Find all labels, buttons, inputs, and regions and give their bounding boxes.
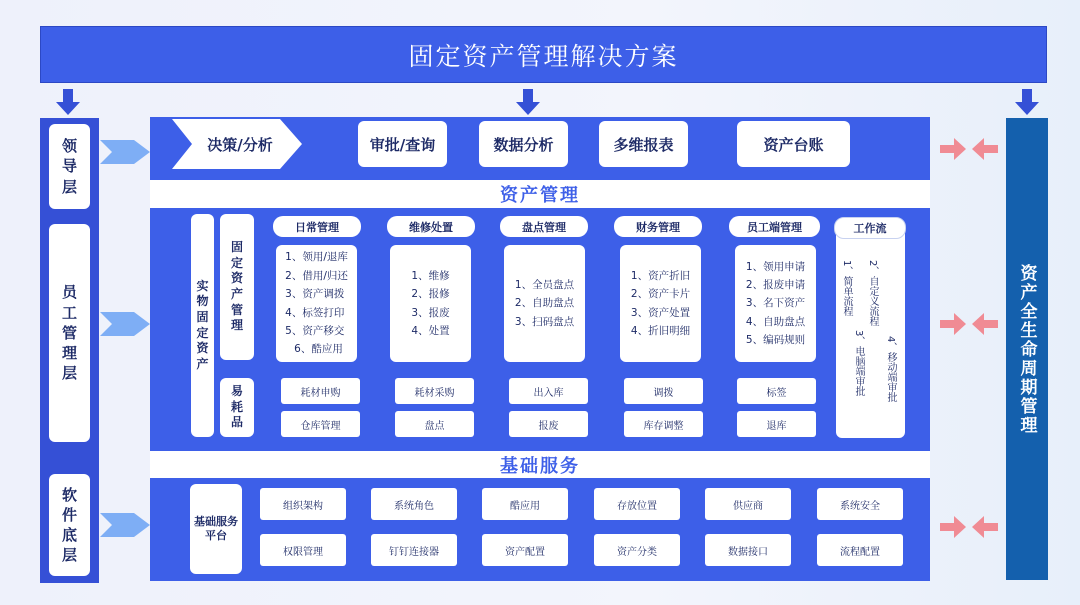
workflow-item: 4、移动端审批 <box>885 336 896 403</box>
vertical-label: 固定资产管理 <box>230 240 243 333</box>
layer-label: 员工管理层 <box>61 283 77 383</box>
card-item: 3、扫码盘点 <box>514 315 575 328</box>
decision-label: 决策/分析 <box>207 135 273 154</box>
workflow-item: 1、简单流程 <box>841 260 852 317</box>
platform-label <box>190 484 242 574</box>
down-arrow-icon <box>56 89 80 115</box>
chevron-right-icon <box>100 140 150 164</box>
card-item: 4、折旧明细 <box>630 324 691 337</box>
reports-button[interactable]: 多维报表 <box>599 121 688 167</box>
layer-label: 领导层 <box>61 137 77 196</box>
service-button[interactable]: 资产配置 <box>482 534 568 566</box>
lifecycle-label: 资产全生命周期管理 <box>1006 118 1048 580</box>
column-header: 盘点管理 <box>500 216 588 237</box>
converge-arrows-icon <box>940 138 998 160</box>
card-item: 1、领用申请 <box>745 260 806 273</box>
service-button[interactable]: 资产分类 <box>594 534 680 566</box>
base-service-title: 基础服务 <box>150 451 930 478</box>
service-button[interactable]: 酷应用 <box>482 488 568 520</box>
card-item: 3、名下资产 <box>745 297 806 310</box>
workflow-header: 工作流 <box>834 217 906 239</box>
layer-label: 软件底层 <box>61 485 77 565</box>
sub-button[interactable]: 盘点 <box>395 411 474 437</box>
card-item: 1、维修 <box>411 269 450 282</box>
consumable-label <box>220 378 254 437</box>
sub-button[interactable]: 出入库 <box>509 378 588 404</box>
column-header: 维修处置 <box>387 216 475 237</box>
card-item: 1、资产折旧 <box>630 269 691 282</box>
card-item: 6、酷应用 <box>294 343 343 356</box>
analysis-button[interactable]: 数据分析 <box>479 121 568 167</box>
service-button[interactable]: 供应商 <box>705 488 791 520</box>
sub-button[interactable]: 库存调整 <box>624 411 703 437</box>
physical-asset-label <box>191 214 214 437</box>
converge-arrows-icon <box>940 516 998 538</box>
sub-button[interactable]: 退库 <box>737 411 816 437</box>
feature-card <box>620 245 701 362</box>
card-item: 2、自助盘点 <box>514 297 575 310</box>
service-button[interactable]: 流程配置 <box>817 534 903 566</box>
service-button[interactable]: 组织架构 <box>260 488 346 520</box>
card-item: 5、编码规则 <box>745 334 806 347</box>
layer-staff <box>49 224 90 442</box>
sub-button[interactable]: 报废 <box>509 411 588 437</box>
card-item: 4、处置 <box>411 324 450 337</box>
down-arrow-icon <box>1015 89 1039 115</box>
feature-card <box>276 245 357 362</box>
feature-card <box>735 245 816 362</box>
workflow-item: 2、自定义流程 <box>867 260 878 327</box>
feature-card <box>390 245 471 362</box>
card-item: 1、领用/退库 <box>285 251 348 264</box>
chevron-right-icon <box>100 513 150 537</box>
card-item: 3、报废 <box>411 306 450 319</box>
card-item: 4、自助盘点 <box>745 315 806 328</box>
card-item: 2、资产卡片 <box>630 288 691 301</box>
service-button[interactable]: 权限管理 <box>260 534 346 566</box>
converge-arrows-icon <box>940 313 998 335</box>
column-header: 财务管理 <box>614 216 702 237</box>
card-item: 5、资产移交 <box>285 324 345 337</box>
platform-text: 基础服务平台 <box>194 514 238 542</box>
column-header: 日常管理 <box>273 216 361 237</box>
sub-button[interactable]: 标签 <box>737 378 816 404</box>
workflow-item: 3、电脑端审批 <box>853 330 864 397</box>
fixed-asset-label <box>220 214 254 360</box>
query-button[interactable]: 审批/查询 <box>358 121 447 167</box>
layer-leadership <box>49 124 90 209</box>
chevron-right-icon <box>100 312 150 336</box>
service-button[interactable]: 存放位置 <box>594 488 680 520</box>
card-item: 3、资产处置 <box>630 306 691 319</box>
feature-card <box>504 245 585 362</box>
service-button[interactable]: 系统角色 <box>371 488 457 520</box>
card-item: 1、全员盘点 <box>514 278 575 291</box>
card-item: 4、标签打印 <box>285 306 345 319</box>
sub-button[interactable]: 耗材采购 <box>395 378 474 404</box>
down-arrow-icon <box>516 89 540 115</box>
card-item: 2、报废申请 <box>745 278 806 291</box>
sub-button[interactable]: 调拨 <box>624 378 703 404</box>
card-item: 2、借用/归还 <box>285 269 348 282</box>
service-button[interactable]: 数据接口 <box>705 534 791 566</box>
column-header: 员工端管理 <box>729 216 820 237</box>
vertical-label: 实物固定资产 <box>196 278 209 371</box>
card-item: 3、资产调拨 <box>285 288 345 301</box>
sub-button[interactable]: 耗材申购 <box>281 378 360 404</box>
service-button[interactable]: 系统安全 <box>817 488 903 520</box>
ledger-button[interactable]: 资产台账 <box>737 121 850 167</box>
card-item: 2、报修 <box>411 288 450 301</box>
layer-software <box>49 474 90 576</box>
sub-button[interactable]: 仓库管理 <box>281 411 360 437</box>
page-title: 固定资产管理解决方案 <box>40 26 1047 83</box>
asset-mgmt-title: 资产管理 <box>150 180 930 208</box>
vertical-label: 易耗品 <box>230 384 243 430</box>
service-button[interactable]: 钉钉连接器 <box>371 534 457 566</box>
